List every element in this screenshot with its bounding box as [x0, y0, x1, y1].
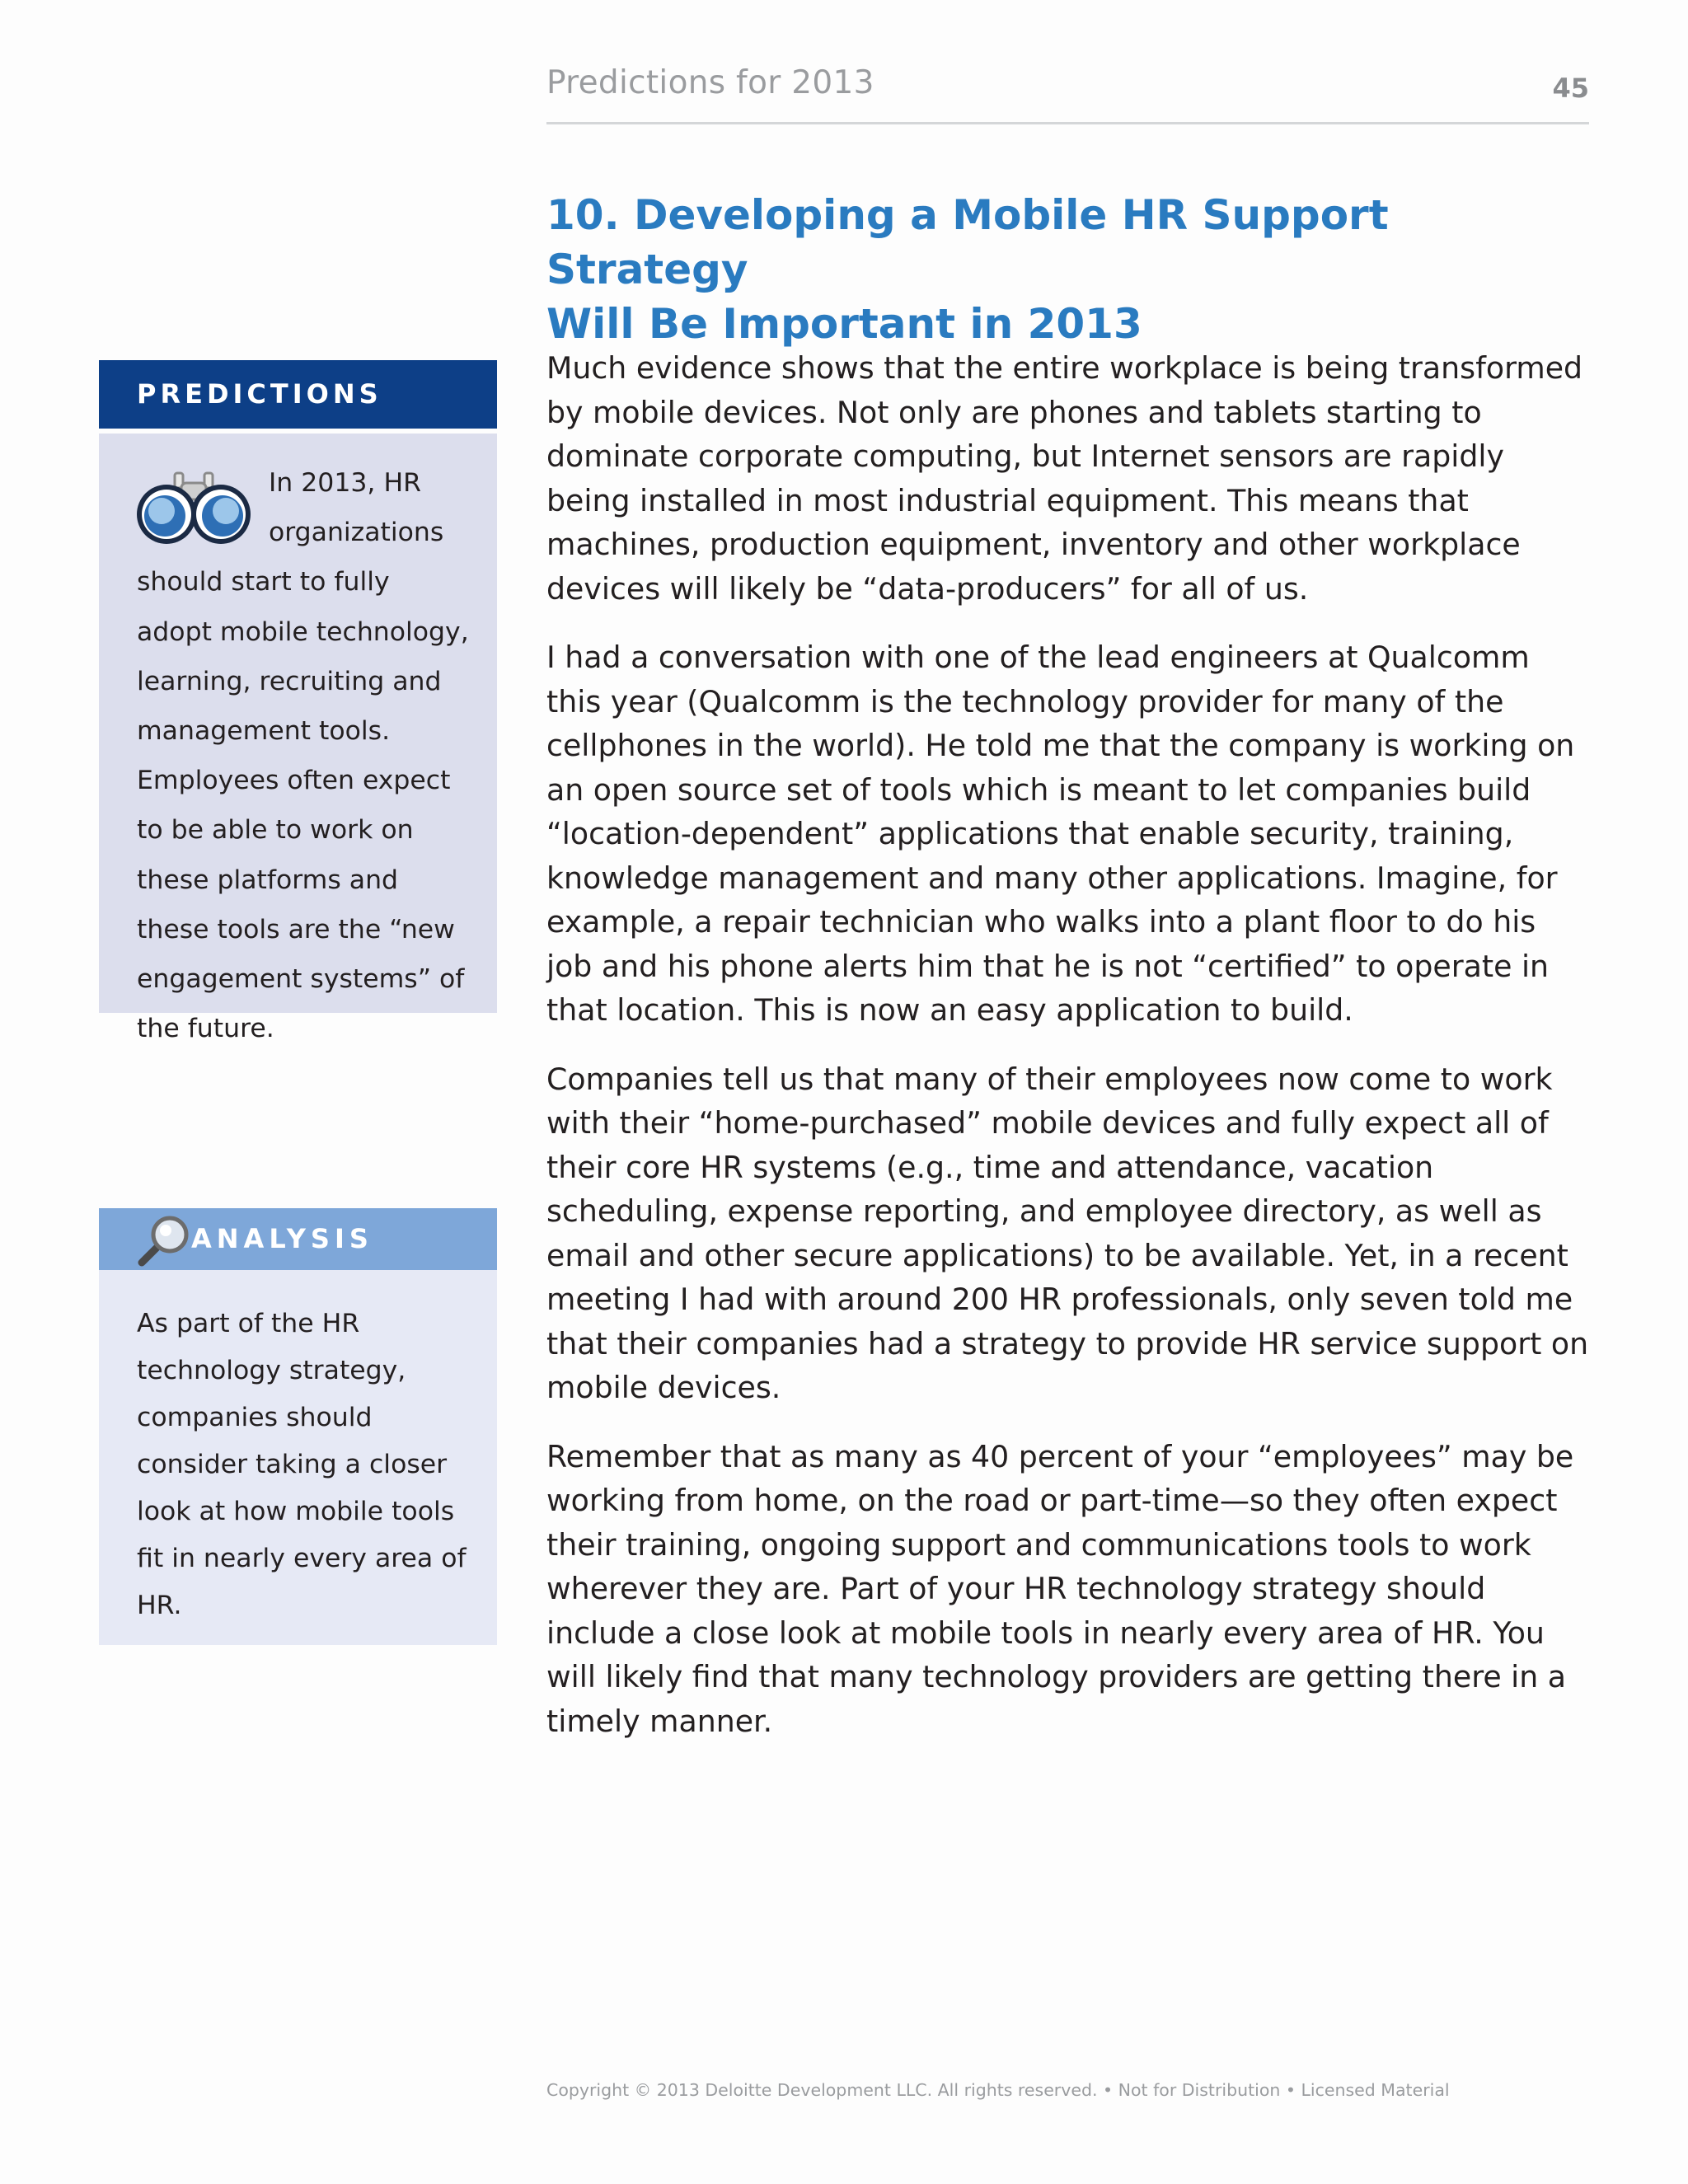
chapter-title-line-1: 10. Developing a Mobile HR Support Strategy [546, 191, 1389, 293]
body-paragraph: Companies tell us that many of their employees now come to work with their “home-purchased” mobile devices and fully expect all of their core HR systems (e.g., time and attendance, vacation scheduling, expense reporting, and employee directory, as well as email and other secure applications) to be available. Yet, in a recent meeting I had with around 200 HR professionals, only seven told me that their companies had a strategy to provide HR service support on mobile devices. [546, 1061, 1589, 1405]
body-paragraph: Much evidence shows that the entire workplace is being transformed by mobile devices. Not only are phones and tablets starting to dominate corporate computing, but Internet sensors are rapidly being installed in most industrial equipment. This means that machines, production equipment, inventory and other workplace devices will likely be “data-producers” for all of us. [546, 350, 1583, 607]
predictions-heading: PREDICTIONS [99, 360, 497, 429]
body-paragraph: I had a conversation with one of the lead engineers at Qualcomm this year (Qualcomm is the technology provider for many of the cellphones in the world). He told me that the company is working on an open source set of tools which is meant to let companies build “location-dependent” applications that enable security, training, knowledge management and many other applications. Imagine, for example, a repair technician who walks into a plant floor to do his job and his phone alerts him that he is not “certified” to operate in that location. This is now an easy application to build. [546, 640, 1575, 1028]
predictions-body [99, 434, 497, 1044]
body-paragraph: Remember that as many as 40 percent of your “employees” may be working from home, on the road or part-time—so they often expect their training, ongoing support and communications tools to work wherever they are. Part of your HR technology strategy should include a close look at mobile tools in nearly every area of HR. You will likely find that many technology providers are getting there in a timely manner. [546, 1438, 1574, 1739]
chapter-title [546, 188, 1589, 351]
body-text [546, 346, 1589, 1768]
binoculars-icon [129, 468, 259, 551]
chapter-title-line-2: Will Be Important in 2013 [546, 300, 1142, 348]
predictions-text: In 2013, HR organizations should start to fully adopt mobile technology, learning, recruiting and management tools. Employees often expect to be able to work on these platforms and these tools are the “new engagement systems” of the future. [137, 468, 469, 1044]
magnifier-icon [137, 1215, 195, 1268]
analysis-body: As part of the HR technology strategy, companies should consider taking a closer look at how mobile tools fit in nearly every area of HR. [99, 1270, 497, 1645]
copyright-footer: Copyright © 2013 Deloitte Development LLC. All rights reserved. • Not for Distribution • Licensed Material [546, 2080, 1450, 2100]
header-rule [546, 122, 1589, 124]
analysis-heading: ANALYSIS [191, 1223, 373, 1254]
page-number: 45 [1552, 73, 1589, 104]
running-title: Predictions for 2013 [546, 64, 874, 101]
analysis-sidebar [99, 1208, 497, 1645]
analysis-header [99, 1208, 497, 1270]
predictions-sidebar [99, 360, 497, 1044]
